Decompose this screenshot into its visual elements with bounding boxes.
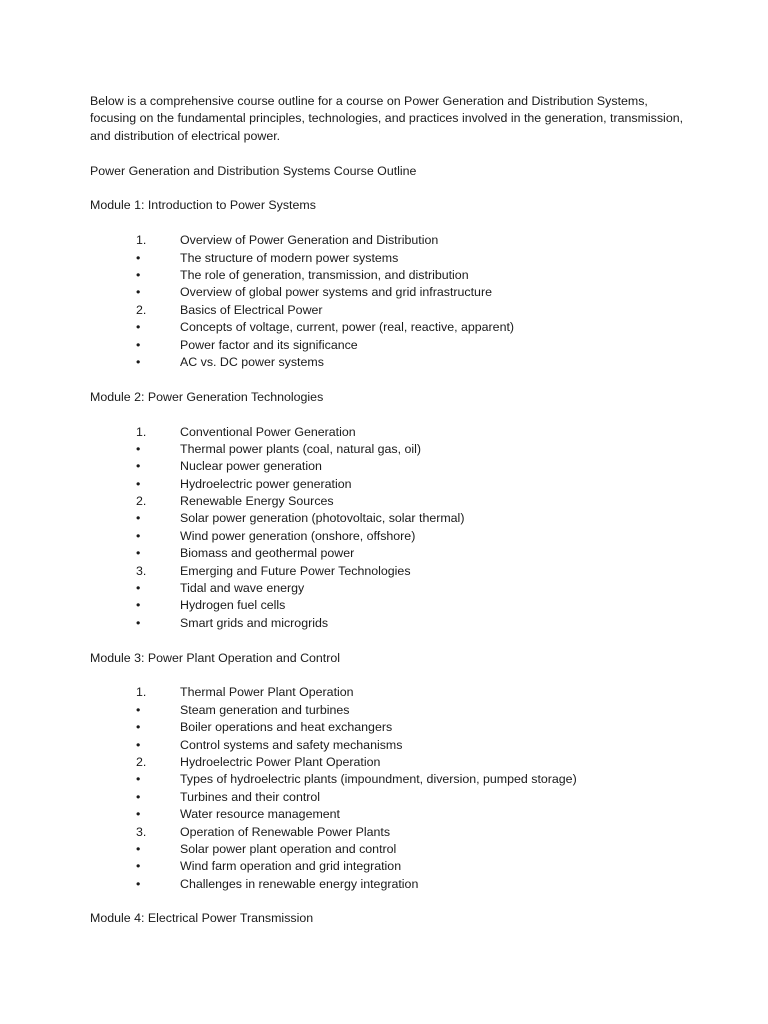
list-item-text: Water resource management bbox=[180, 807, 341, 822]
list-marker: • bbox=[136, 441, 141, 456]
module-title: Module 1: Introduction to Power Systems bbox=[90, 198, 316, 213]
list-marker: • bbox=[136, 267, 141, 282]
list-item-text: Challenges in renewable energy integration bbox=[180, 876, 419, 891]
list-item bbox=[90, 684, 690, 701]
list-item bbox=[90, 841, 690, 858]
list-item-text: Control systems and safety mechanisms bbox=[180, 737, 403, 752]
list-marker: • bbox=[136, 859, 141, 874]
list-marker: • bbox=[136, 285, 141, 300]
list-marker: • bbox=[136, 581, 141, 596]
list-item bbox=[90, 754, 690, 771]
list-item-text: Basics of Electrical Power bbox=[180, 302, 323, 317]
list-marker: • bbox=[136, 841, 141, 856]
list-marker: • bbox=[136, 320, 141, 335]
list-item bbox=[90, 476, 690, 493]
list-item bbox=[90, 876, 690, 893]
module-title: Module 3: Power Plant Operation and Control bbox=[90, 650, 341, 665]
module-1 bbox=[90, 197, 690, 388]
list-marker: 1. bbox=[136, 233, 147, 248]
list-item-text: Biomass and geothermal power bbox=[180, 546, 355, 561]
list-marker: • bbox=[136, 772, 141, 787]
outline-title: Power Generation and Distribution Systems Course Outline bbox=[90, 163, 417, 178]
list-item bbox=[90, 510, 690, 527]
list-marker: 2. bbox=[136, 494, 147, 509]
list-marker: • bbox=[136, 789, 141, 804]
list-item bbox=[90, 302, 690, 319]
list-item-text: Types of hydroelectric plants (impoundment, diversion, pumped storage) bbox=[180, 772, 577, 787]
list-item bbox=[90, 737, 690, 754]
list-item-text: AC vs. DC power systems bbox=[180, 354, 324, 369]
list-item bbox=[90, 563, 690, 580]
list-item bbox=[90, 441, 690, 458]
list-item bbox=[90, 319, 690, 336]
list-item bbox=[90, 528, 690, 545]
list-item-text: Operation of Renewable Power Plants bbox=[180, 824, 391, 839]
list-marker: • bbox=[136, 476, 141, 491]
list-marker: • bbox=[136, 337, 141, 352]
list-item bbox=[90, 354, 690, 371]
list-item bbox=[90, 250, 690, 267]
list-marker: • bbox=[136, 702, 141, 717]
list-item-text: Hydroelectric power generation bbox=[180, 476, 352, 491]
list-marker: 3. bbox=[136, 563, 147, 578]
list-item-text: The structure of modern power systems bbox=[180, 250, 399, 265]
list-item bbox=[90, 824, 690, 841]
list-marker: 2. bbox=[136, 302, 147, 317]
list-item-text: Conventional Power Generation bbox=[180, 424, 356, 439]
list-item bbox=[90, 771, 690, 788]
list-item-text: Thermal power plants (coal, natural gas, oil) bbox=[180, 441, 422, 456]
module-1-list bbox=[90, 232, 690, 371]
list-item bbox=[90, 232, 690, 249]
list-item bbox=[90, 719, 690, 736]
list-item-text: Hydrogen fuel cells bbox=[180, 598, 286, 613]
list-marker: • bbox=[136, 876, 141, 891]
list-item bbox=[90, 284, 690, 301]
list-item bbox=[90, 858, 690, 875]
list-item-text: Overview of Power Generation and Distribution bbox=[180, 233, 439, 248]
list-marker: • bbox=[136, 511, 141, 526]
module-title: Module 2: Power Generation Technologies bbox=[90, 389, 324, 404]
module-title: Module 4: Electrical Power Transmission bbox=[90, 911, 314, 926]
list-marker: • bbox=[136, 354, 141, 369]
list-marker: • bbox=[136, 807, 141, 822]
document-page bbox=[90, 93, 690, 928]
list-item bbox=[90, 545, 690, 562]
list-item-text: Tidal and wave energy bbox=[180, 581, 305, 596]
list-item-text: Hydroelectric Power Plant Operation bbox=[180, 754, 381, 769]
list-item-text: Boiler operations and heat exchangers bbox=[180, 720, 393, 735]
list-item-text: Nuclear power generation bbox=[180, 459, 322, 474]
list-marker: 3. bbox=[136, 824, 147, 839]
list-item-text: Solar power generation (photovoltaic, solar thermal) bbox=[180, 511, 465, 526]
list-marker: • bbox=[136, 459, 141, 474]
list-item-text: Wind farm operation and grid integration bbox=[180, 859, 402, 874]
list-item-text: Emerging and Future Power Technologies bbox=[180, 563, 411, 578]
list-item-text: Concepts of voltage, current, power (real, reactive, apparent) bbox=[180, 320, 515, 335]
list-item bbox=[90, 789, 690, 806]
module-3-list bbox=[90, 684, 690, 893]
list-item-text: Turbines and their control bbox=[180, 789, 321, 804]
list-marker: 1. bbox=[136, 685, 147, 700]
list-marker: • bbox=[136, 528, 141, 543]
list-item-text: The role of generation, transmission, and distribution bbox=[180, 267, 469, 282]
list-marker: 1. bbox=[136, 424, 147, 439]
list-item-text: Steam generation and turbines bbox=[180, 702, 350, 717]
list-item-text: Overview of global power systems and grid infrastructure bbox=[180, 285, 492, 300]
list-item bbox=[90, 267, 690, 284]
list-item bbox=[90, 806, 690, 823]
list-item bbox=[90, 615, 690, 632]
list-marker: • bbox=[136, 720, 141, 735]
list-item bbox=[90, 424, 690, 441]
list-marker: • bbox=[136, 546, 141, 561]
module-3 bbox=[90, 650, 690, 911]
list-item-text: Smart grids and microgrids bbox=[180, 615, 329, 630]
list-marker: • bbox=[136, 737, 141, 752]
list-marker: • bbox=[136, 615, 141, 630]
list-item-text: Solar power plant operation and control bbox=[180, 841, 397, 856]
list-item bbox=[90, 337, 690, 354]
list-item-text: Power factor and its significance bbox=[180, 337, 358, 352]
list-item-text: Thermal Power Plant Operation bbox=[180, 685, 354, 700]
list-item bbox=[90, 580, 690, 597]
module-2-list bbox=[90, 424, 690, 633]
list-marker: • bbox=[136, 598, 141, 613]
list-item bbox=[90, 597, 690, 614]
list-marker: • bbox=[136, 250, 141, 265]
list-item bbox=[90, 702, 690, 719]
module-2 bbox=[90, 389, 690, 650]
module-4 bbox=[90, 910, 690, 927]
list-item bbox=[90, 458, 690, 475]
intro-paragraph: Below is a comprehensive course outline for a course on Power Generation and Distribution Systems, focusing on the fundamental principles, technologies, and practices involved in the generation, transmission, and distribution of electrical power. bbox=[90, 94, 684, 143]
list-marker: 2. bbox=[136, 754, 147, 769]
list-item bbox=[90, 493, 690, 510]
list-item-text: Wind power generation (onshore, offshore) bbox=[180, 528, 416, 543]
list-item-text: Renewable Energy Sources bbox=[180, 494, 334, 509]
